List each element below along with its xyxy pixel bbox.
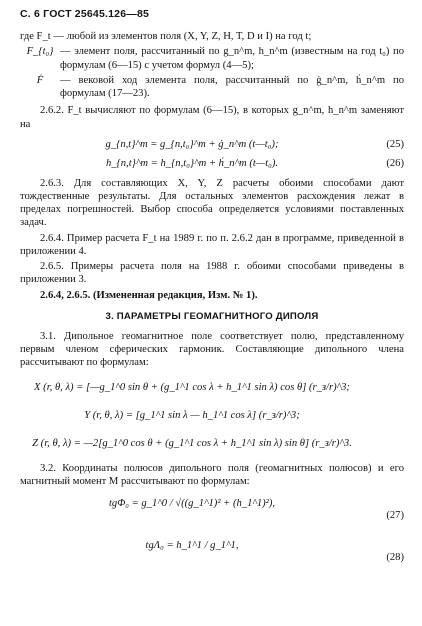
- definition-secular-variation: [20, 74, 404, 100]
- header-text: С. 6 ГОСТ 25645.126—85: [20, 8, 150, 20]
- equation-25-number: (25): [386, 138, 404, 150]
- equation-27: [20, 494, 404, 536]
- equation-28: [20, 536, 404, 578]
- equation-25: [20, 135, 404, 154]
- paragraph-2-6-5: 2.6.5. Примеры расчета поля на 1988 г. обоими способами приведены в приложении 3.: [20, 261, 404, 286]
- paragraph-2-6-3: 2.6.3. Для составляющих X, Y, Z расчеты обоими способами дают тождественные результаты. Для остальных элементов расхождения лежат в пределах погрешностей. Выбор способа определяется условиями поставленных задач.: [20, 177, 404, 229]
- definition-secular-variation-text: — вековой ход элемента поля, рассчитанный по ġ_n^m, ḣ_n^m по формулам (17—23).: [60, 74, 404, 100]
- intro-paragraph: где F_t — любой из элементов поля (X, Y, Z, H, T, D и I) на год t;: [20, 31, 312, 43]
- equation-27-number: (27): [386, 510, 404, 522]
- equation-25-body: g_{n,t}^m = g_{n,t₀}^m + ġ_n^m (t—t₀);: [105, 138, 279, 150]
- equation-27-body: tgΦ₀ = g_1^0 / √((g_1^1)² + (h_1^1)²),: [108, 498, 276, 510]
- equation-26: [20, 154, 404, 173]
- equation-28-body: tgΛ₀ = h_1^1 / g_1^1,: [145, 540, 239, 552]
- definition-ft0: [20, 45, 404, 71]
- equation-z: [20, 430, 404, 458]
- paragraph-3-1: 3.1. Дипольное геомагнитное поле соответствует полю, представленному первым членом сферических гармоник. Составляющие дипольного члена рассчитывают по формулам:: [20, 330, 404, 369]
- equation-26-body: h_{n,t}^m = h_{n,t₀}^m + ḣ_n^m (t—t₀).: [105, 157, 279, 169]
- amendment-note: 2.6.4, 2.6.5. (Измененная редакция, Изм. № 1).: [40, 289, 258, 301]
- paragraph-2-6-2-f: 2.6.2. F_t вычисляют по формулам (6—15), в которых g_n^m, h_n^m заменяют на: [20, 105, 404, 130]
- paragraph-2-6-4: 2.6.4. Пример расчета F_t на 1989 г. по п. 2.6.2 дан в программе, приведенной в приложении 4.: [20, 232, 404, 257]
- equation-26-number: (26): [386, 157, 404, 169]
- definition-ft0-text: — элемент поля, рассчитанный по g_n^m, h_n^m (известным на год t₀) по формулам (6—15) с учетом формул (4—5);: [60, 46, 404, 71]
- definition-secular-variation-symbol: Ḟ: [36, 74, 44, 86]
- equation-28-number: (28): [386, 552, 404, 564]
- page-header: [20, 8, 404, 21]
- equation-y-body: Y (r, θ, λ) = [g_1^1 sin λ — h_1^1 cos λ] (r_з/r)^3;: [84, 409, 300, 421]
- equation-y: [20, 402, 404, 430]
- paragraph-3-2: 3.2. Координаты полюсов дипольного поля (геомагнитных полюсов) и его магнитный момент M рассчитывают по формулам:: [20, 462, 404, 487]
- equation-x-body: X (r, θ, λ) = [—g_1^0 sin θ + (g_1^1 cos λ + h_1^1 sin λ) cos θ] (r_з/r)^3;: [34, 381, 350, 393]
- equation-x: [20, 374, 404, 402]
- equation-z-body: Z (r, θ, λ) = —2[g_1^0 cos θ + (g_1^1 cos λ + h_1^1 sin λ) sin θ] (r_з/r)^3.: [32, 437, 352, 449]
- definition-ft0-symbol: F_{t₀}: [26, 46, 54, 58]
- section-3-heading: 3. ПАРАМЕТРЫ ГЕОМАГНИТНОГО ДИПОЛЯ: [105, 310, 319, 322]
